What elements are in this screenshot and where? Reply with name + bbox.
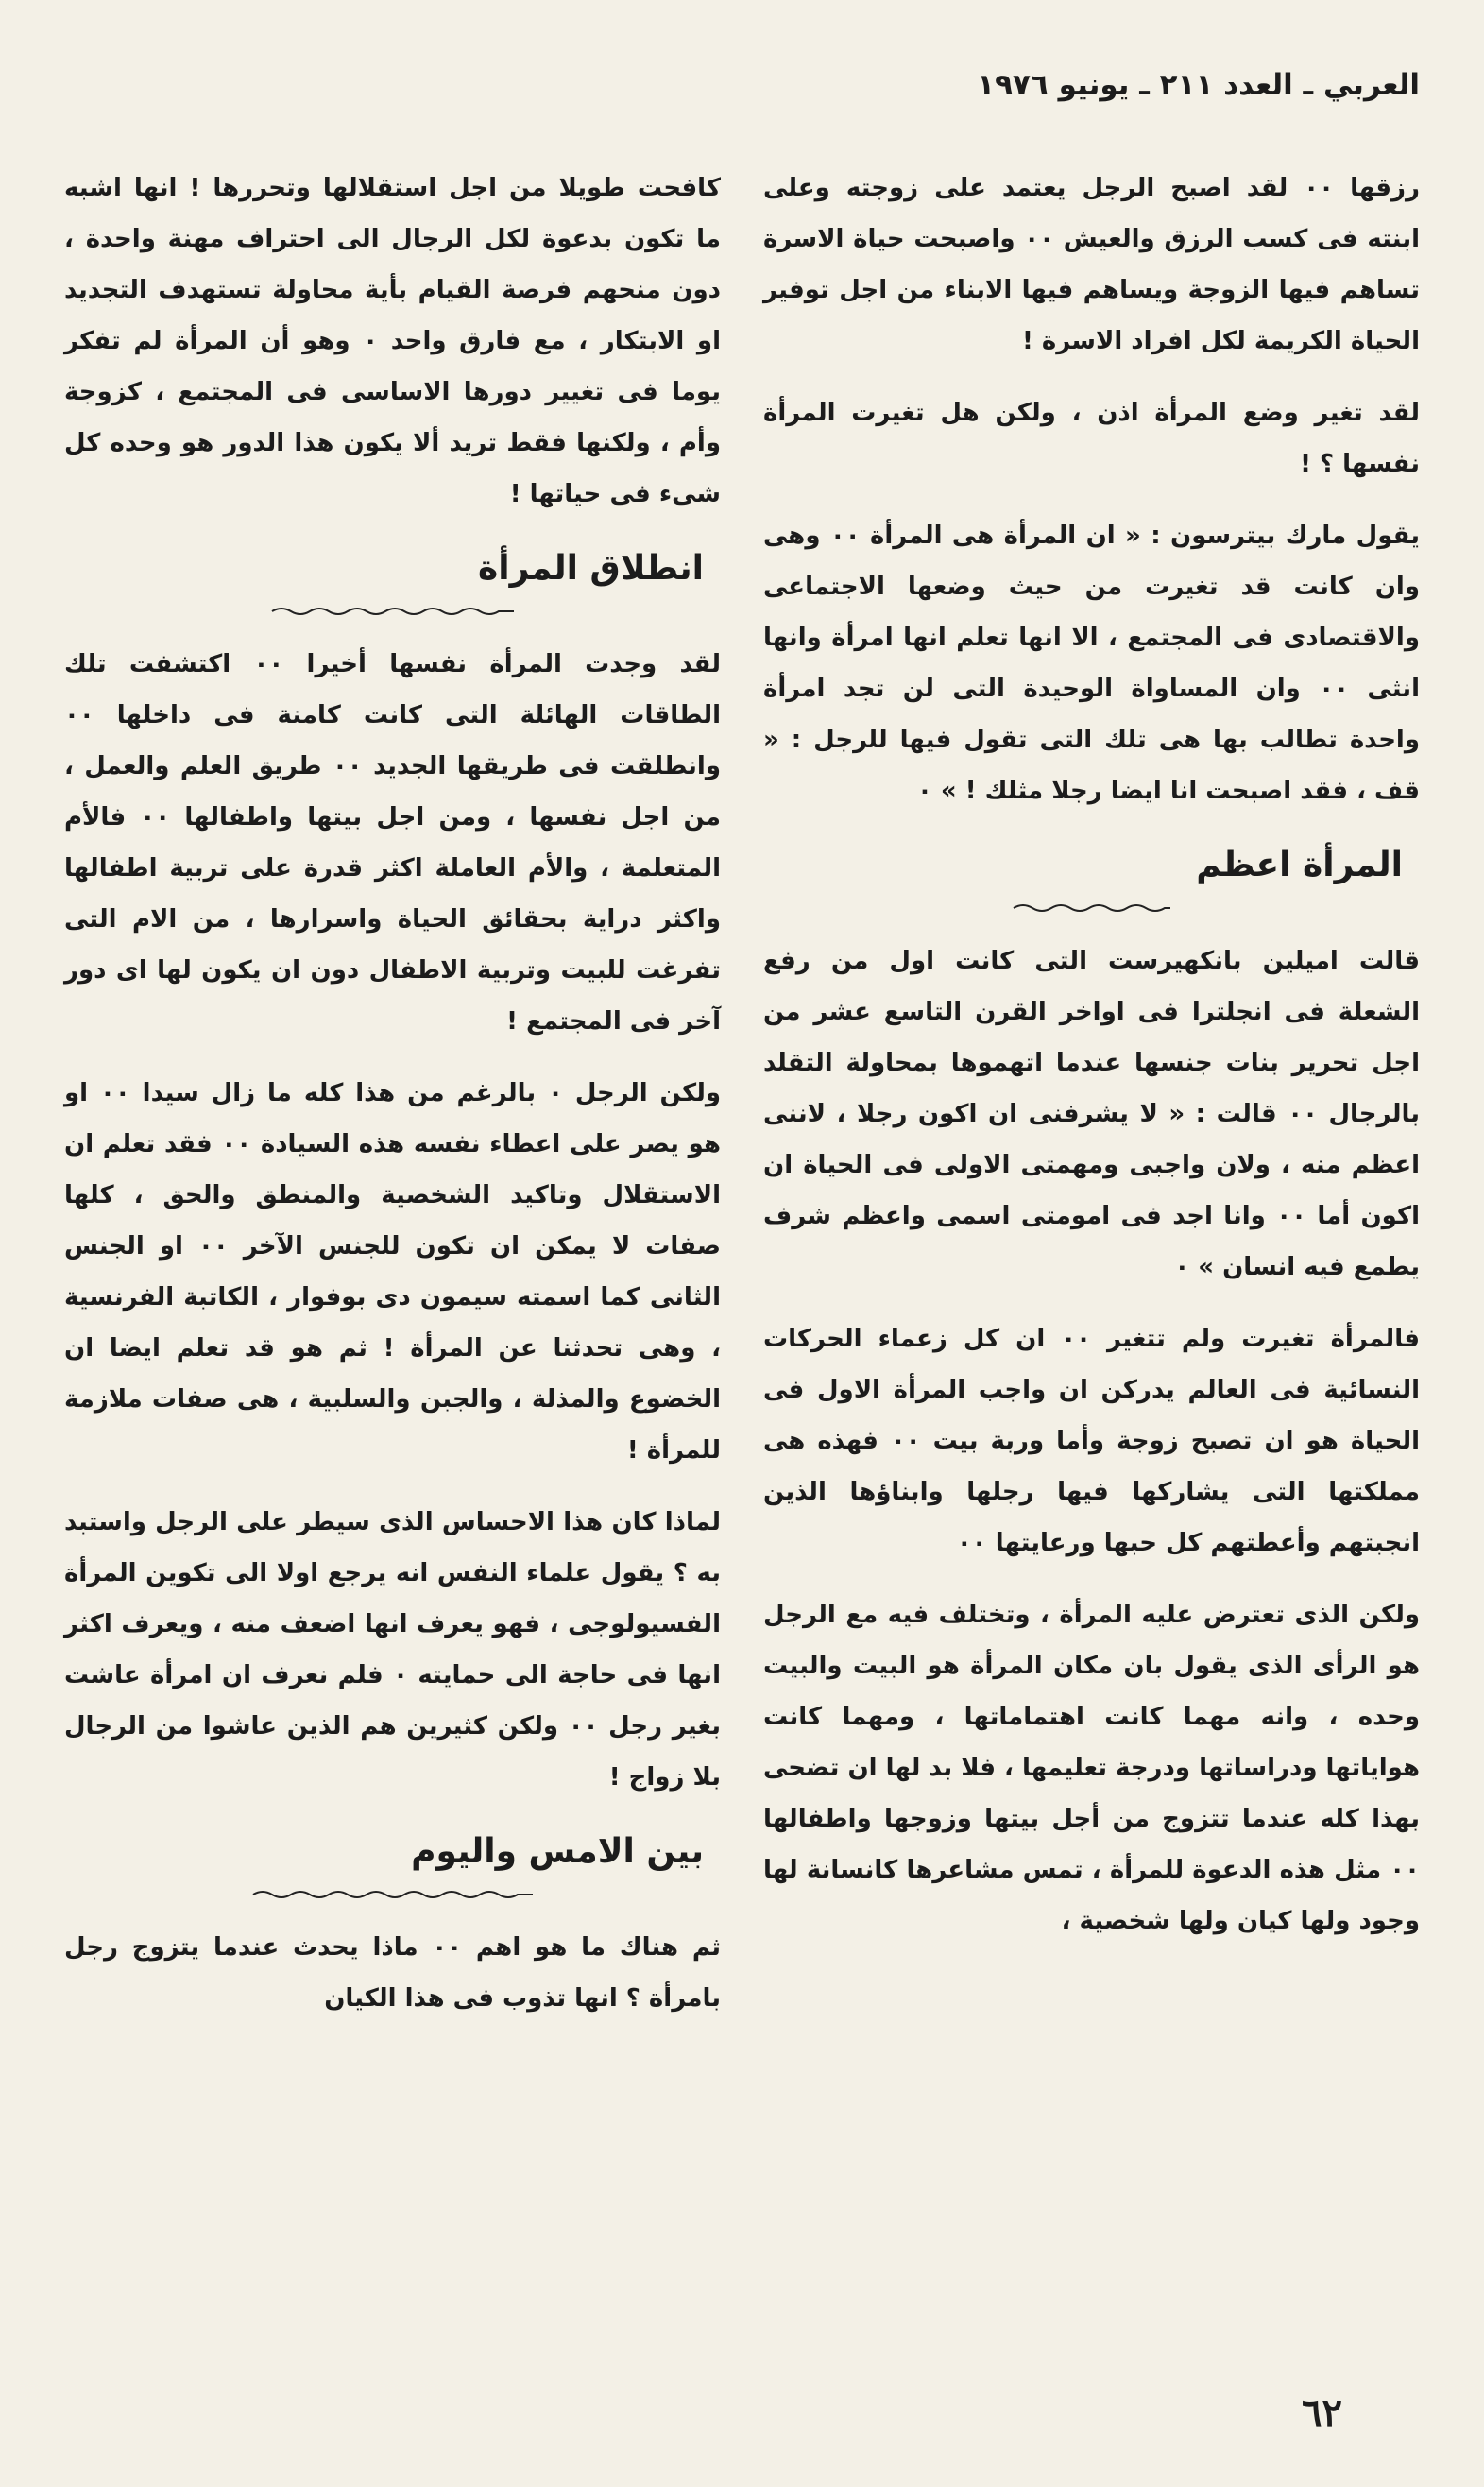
paragraph: يقول مارك بيترسون : « ان المرأة هى المرأة ٠٠ وهى وان كانت قد تغيرت من حيث وضعها الاجتماعى والاقتصادى فى المجتمع ، الا انها تعلم انها امرأة وانها انثى ٠٠ وان المساواة الوحيدة التى لن تجد امرأة واحدة تطالب بها هى تلك التى تقول فيها للرجل : « قف ، فقد اصبحت انا ايضا رجلا مثلك ! » ٠ [763, 522, 1420, 805]
paragraph: فالمرأة تغيرت ولم تتغير ٠٠ ان كل زعماء الحركات النسائية فى العالم يدركن ان واجب المرأة الاول فى الحياة هو ان تصبح زوجة وأما وربة بيت ٠٠ فهذه هى مملكتها التى يشاركها فيها رجلها وابناؤها الذين انجبتهم وأعطتهم كل حبها ورعايتها ٠٠ [763, 1325, 1420, 1557]
section-heading-text: انطلاق المرأة [478, 549, 704, 588]
section-heading [64, 1827, 721, 1886]
heading-underline-ornament [1012, 901, 1172, 915]
paragraph: ولكن الرجل ٠ بالرغم من هذا كله ما زال سيدا ٠٠ او هو يصر على اعطاء نفسه هذه السيادة ٠٠ فقد تعلم ان الاستقلال وتاكيد الشخصية والمنطق والحق ، كلها صفات لا يمكن ان تكون للجنس الآخر ٠٠ او الجنس الثانى كما اسمته سيمون دى بوفوار ، الكاتبة الفرنسية ، وهى تحدثنا عن المرأة ! ثم هو قد تعلم ايضا ان الخضوع والمذلة ، والجبن والسلبية ، هى صفات ملازمة للمرأة ! [64, 1079, 722, 1465]
heading-underline-ornament [270, 605, 516, 618]
paragraph: قالت اميلين بانكهيرست التى كانت اول من رفع الشعلة فى انجلترا فى اواخر القرن التاسع عشر من اجل تحرير بنات جنسها عندما اتهموها بمحاولة التقلد بالرجال ٠٠ قالت : « لا يشرفنى ان اكون رجلا ، لاننى اعظم منه ، ولان واجبى ومهمتى الاولى فى الحياة ان اكون أما ٠٠ وانا اجد فى امومتى اسمى واعظم شرف يطمع فيه انسان » ٠ [763, 947, 1421, 1281]
paragraph: ولكن الذى تعترض عليه المرأة ، وتختلف فيه مع الرجل هو الرأى الذى يقول بان مكان المرأة هو البيت والبيت وحده ، وانه مهما كانت اهتماماتها ، ومهما كانت هواياتها ودراساتها ودرجة تعليمها ، فلا بد لها ان تضحى بهذا كله عندما تتزوج من أجل بيتها وزوجها واطفالها ٠٠ مثل هذه الدعوة للمرأة ، تمس مشاعرها كانسانة لها وجود ولها كيان ولها شخصية ، [763, 1601, 1420, 1935]
section-heading-text: المرأة اعظم [1196, 846, 1403, 884]
paragraph: رزقها ٠٠ لقد اصبح الرجل يعتمد على زوجته وعلى ابنته فى كسب الرزق والعيش ٠٠ واصبحت حياة الاسرة تساهم فيها الزوجة ويساهم فيها الابناء من اجل توفير الحياة الكريمة لكل افراد الاسرة ! [763, 174, 1420, 355]
right-column [763, 163, 1420, 1967]
section-heading [763, 841, 1420, 900]
paragraph: كافحت طويلا من اجل استقلالها وتحررها ! انها اشبه ما تكون بدعوة لكل الرجال الى احتراف مهنة واحدة ، دون منحهم فرصة القيام بأية محاولة تستهدف التجديد او الابتكار ، مع فارق واحد ٠ وهو أن المرأة لم تفكر يوما فى تغيير دورها الاساسى فى المجتمع ، كزوجة وأم ، ولكنها فقط تريد ألا يكون هذا الدور هو وحده كل شىء فى حياتها ! [64, 174, 721, 508]
paragraph: ثم هناك ما هو اهم ٠٠ ماذا يحدث عندما يتزوج رجل بامرأة ؟ انها تذوب فى هذا الكيان [64, 1933, 721, 2013]
page-number: ٦٢ [1302, 2391, 1342, 2435]
section-heading-text: بين الامس واليوم [411, 1832, 704, 1871]
section-heading [64, 544, 721, 603]
running-header: العربي ـ العدد ٢١١ ـ يونيو ١٩٧٦ [977, 68, 1420, 102]
paragraph: لماذا كان هذا الاحساس الذى سيطر على الرجل واستبد به ؟ يقول علماء النفس انه يرجع اولا الى تكوين المرأة الفسيولوجى ، فهو يعرف انها اضعف منه ، ويعرف اكثر انها فى حاجة الى حمايته ٠ فلم نعرف ان امرأة عاشت بغير رجل ٠٠ ولكن كثيرين هم الذين عاشوا من الرجال بلا زواج ! [64, 1508, 721, 1792]
left-column [64, 163, 721, 2045]
paragraph: لقد وجدت المرأة نفسها أخيرا ٠٠ اكتشفت تلك الطاقات الهائلة التى كانت كامنة فى داخلها ٠٠ وانطلقت فى طريقها الجديد ٠٠ طريق العلم والعمل ، من اجل نفسها ، ومن اجل بيتها واطفالها ٠٠ فالأم المتعلمة ، والأم العاملة اكثر قدرة على تربية اطفالها واكثر دراية بحقائق الحياة واسرارها ، من الام التى تفرغت للبيت وتربية الاطفال دون ان يكون لها اى دور آخر فى المجتمع ! [64, 650, 722, 1036]
paragraph: لقد تغير وضع المرأة اذن ، ولكن هل تغيرت المرأة نفسها ؟ ! [763, 399, 1420, 478]
heading-underline-ornament [251, 1888, 535, 1901]
